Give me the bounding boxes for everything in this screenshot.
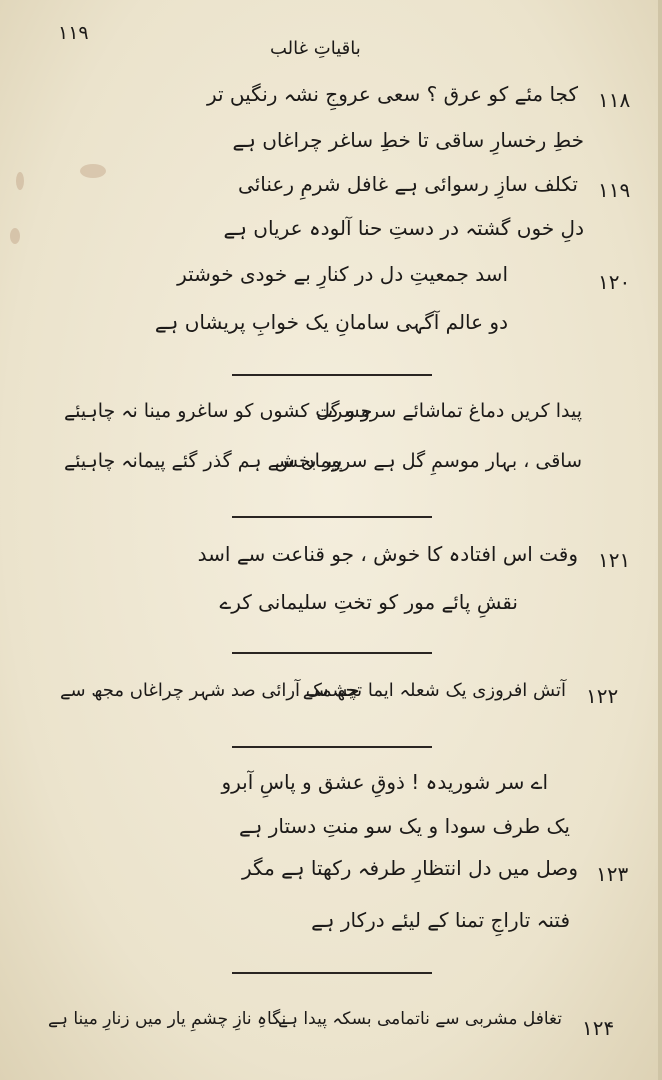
verse-line: یک طرف سودا و یک سو منتِ دستار ہے <box>238 814 570 838</box>
verse-number: ۱۲۲ <box>586 684 619 708</box>
verse-line: دو عالم آگہی سامانِ یک خوابِ پریشاں ہے <box>154 310 508 334</box>
verse-number: ۱۱۹ <box>598 178 631 202</box>
verse-number: ۱۲۳ <box>596 862 629 886</box>
verse-line: پیدا کریں دماغ تماشائے سرو و گل <box>316 400 582 422</box>
verse-line: ساقی ، بہار موسمِ گل ہے سرور بخش <box>274 450 582 472</box>
verse-line: نقشِ پائے مور کو تختِ سلیمانی کرے <box>219 590 518 614</box>
verse-line: کجا مئے کو عرق ؟ سعی عروجِ نشہ رنگیں تر <box>206 82 578 106</box>
verse-line: اے سر شوریدہ ! ذوقِ عشق و پاسِ آبرو <box>221 770 548 794</box>
verse-line: پیماں سے ہم گذر گئے پیمانہ چاہیئے <box>64 450 343 472</box>
verse-line: دلِ خوں گشتہ در دستِ حنا آلودہ عریاں ہے <box>223 216 584 240</box>
verse-line: نگاہِ نازِ چشمِ یار میں زنارِ مینا ہے <box>48 1009 287 1029</box>
verse-number: ۱۱۸ <box>598 88 631 112</box>
stain-mark <box>80 164 106 178</box>
verse-number: ۱۲۰ <box>598 270 631 294</box>
verse-line: حسرت کشوں کو ساغرو مینا نہ چاہیئے <box>64 400 373 422</box>
verse-number: ۱۲۴ <box>582 1016 615 1040</box>
verse-line: تغافل مشربی سے ناتمامی بسکہ پیدا ہے <box>278 1009 562 1029</box>
separator-rule <box>232 374 432 376</box>
verse-line: وصل میں دل انتظارِ طرفہ رکھتا ہے مگر <box>241 856 578 880</box>
separator-rule <box>232 746 432 748</box>
running-header: باقیاتِ غالب <box>270 38 361 59</box>
stain-mark <box>16 172 24 190</box>
page-number: ۱۱۹ <box>58 22 89 44</box>
separator-rule <box>232 516 432 518</box>
verse-line: وقت اس افتادہ کا خوش ، جو قناعت سے اسد <box>197 542 578 566</box>
verse-number: ۱۲۱ <box>598 548 631 572</box>
verse-line: اسد جمعیتِ دل در کنارِ بے خودی خوشتر <box>177 262 508 286</box>
separator-rule <box>232 652 432 654</box>
verse-line: فتنہ تاراجِ تمنا کے لیئے درکار ہے <box>311 908 570 932</box>
verse-line: آتش افروزی یک شعلہ ایما تجھ سے <box>302 680 566 701</box>
verse-line: چشمک آرائی صد شہر چراغاں مجھ سے <box>60 680 360 701</box>
verse-line: خطِ رخسارِ ساقی تا خطِ ساغر چراغاں ہے <box>232 128 584 152</box>
stain-mark <box>10 228 20 244</box>
separator-rule <box>232 972 432 974</box>
verse-line: تکلف سازِ رسوائی ہے غافل شرمِ رعنائی <box>238 172 578 196</box>
